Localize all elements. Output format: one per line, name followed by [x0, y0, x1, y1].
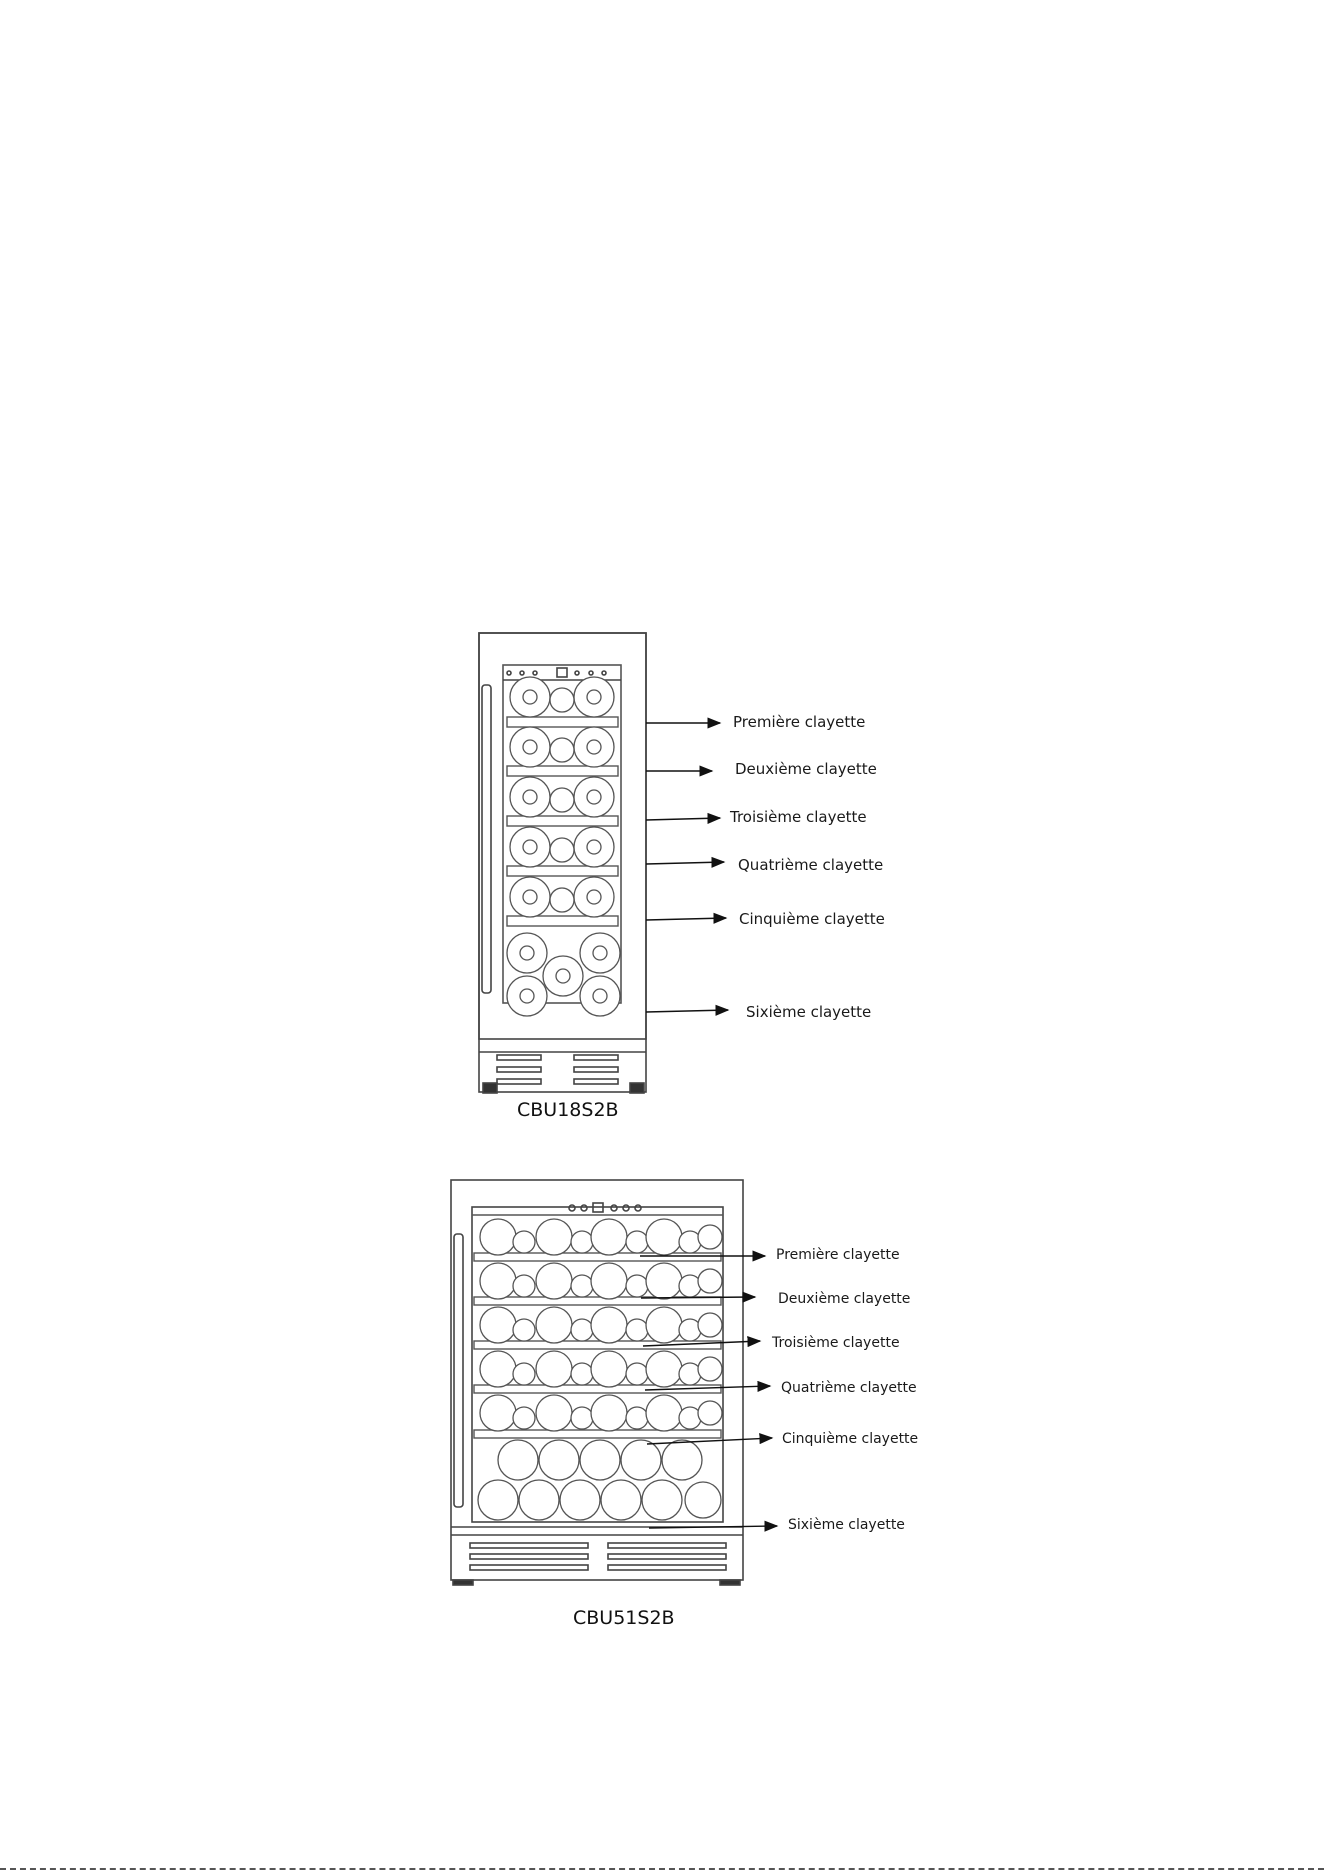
bottles-wide	[478, 1219, 722, 1520]
shelf-label-1: Première clayette	[733, 713, 866, 731]
model-caption: CBU51S2B	[573, 1607, 675, 1629]
shelf-label-4: Quatrième clayette	[738, 856, 884, 874]
page-bottom-rule	[0, 1868, 1324, 1872]
model-caption: CBU18S2B	[517, 1099, 619, 1121]
shelf-label-4: Quatrième clayette	[781, 1380, 917, 1396]
shelf-label-3: Troisième clayette	[730, 808, 867, 826]
bottles-narrow	[507, 677, 620, 1016]
shelf-label-6: Sixième clayette	[746, 1003, 872, 1021]
shelf-label-5: Cinquième clayette	[739, 910, 885, 928]
leader-arrows-narrow	[646, 723, 728, 1012]
shelf-label-2: Deuxième clayette	[778, 1291, 911, 1307]
leader-arrows-wide	[640, 1256, 777, 1528]
shelf-label-6: Sixième clayette	[788, 1517, 905, 1533]
shelves-narrow	[507, 717, 618, 926]
shelf-label-2: Deuxième clayette	[735, 760, 877, 778]
shelf-label-1: Première clayette	[776, 1247, 900, 1263]
shelves-wide	[472, 1215, 723, 1438]
cabinet-outline	[479, 633, 646, 1093]
shelf-label-3: Troisième clayette	[772, 1335, 900, 1351]
shelf-label-5: Cinquième clayette	[782, 1431, 919, 1447]
cabinet-outline-wide	[451, 1180, 743, 1585]
